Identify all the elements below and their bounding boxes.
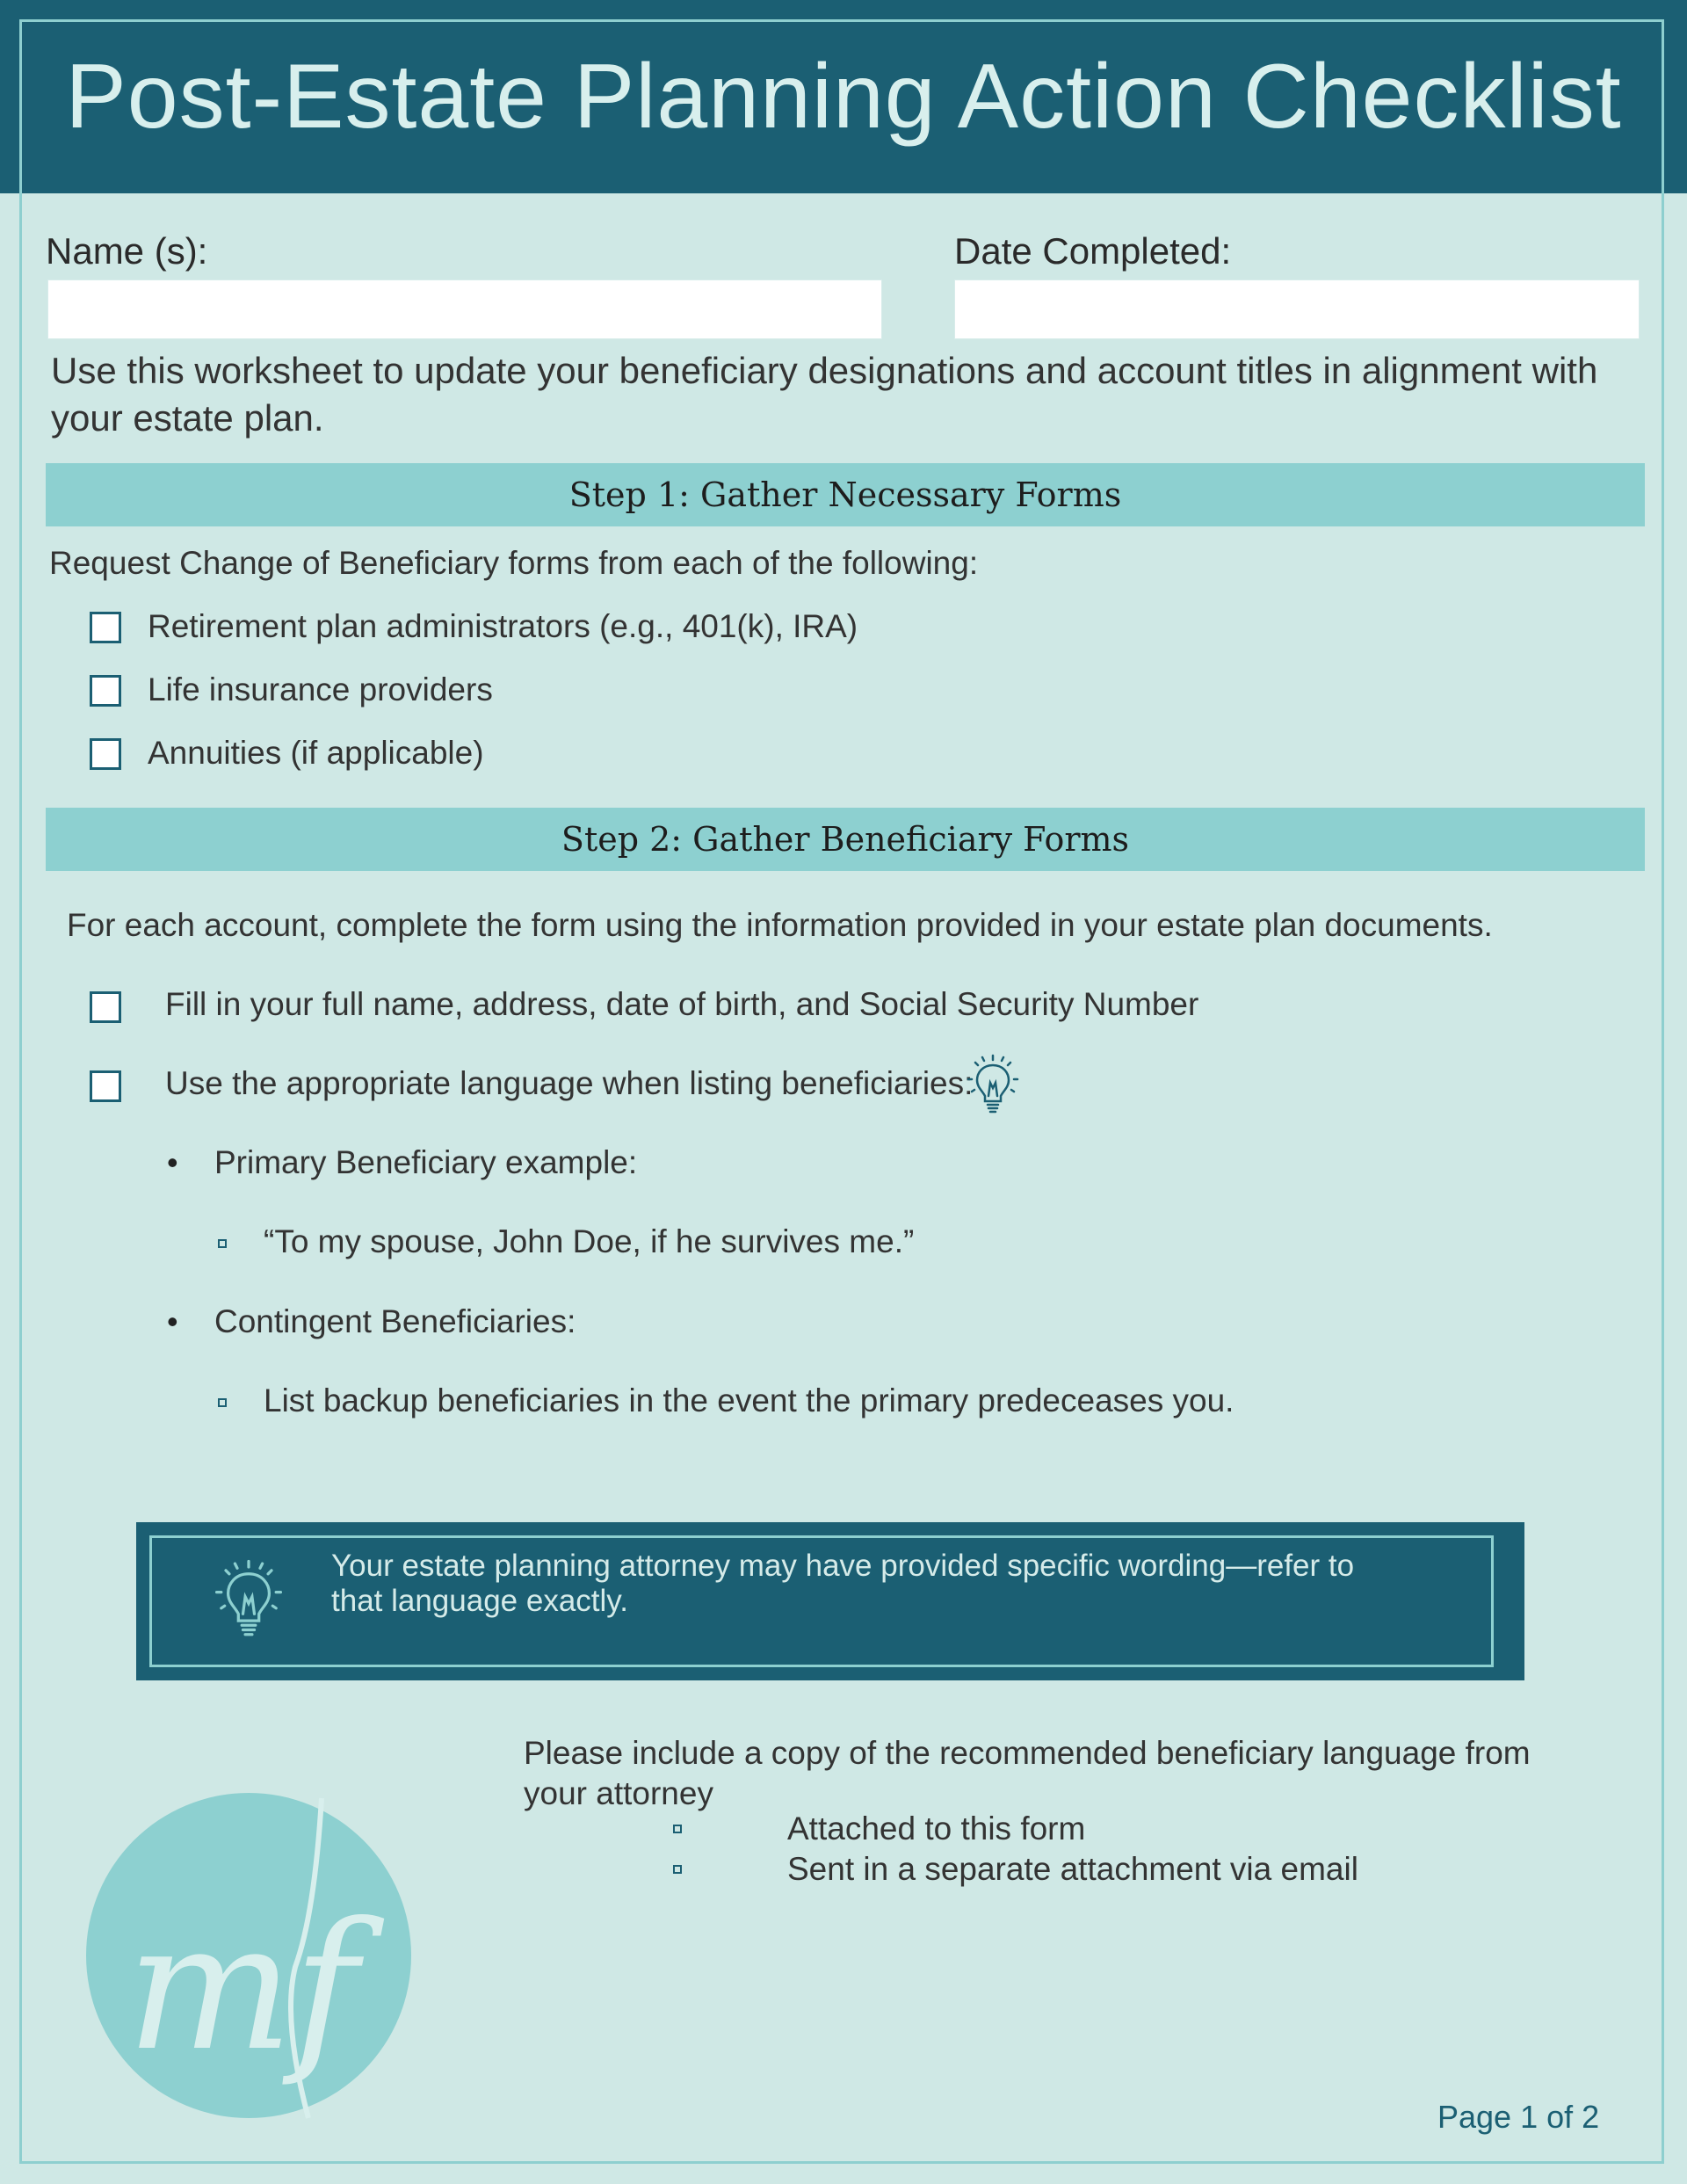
checklist-item-label: Retirement plan administrators (e.g., 401(k), IRA) xyxy=(148,608,858,644)
step1-header: Step 1: Gather Necessary Forms xyxy=(46,463,1645,526)
bullet-dot: • xyxy=(167,1303,178,1339)
step2-header: Step 2: Gather Beneficiary Forms xyxy=(46,808,1645,871)
logo xyxy=(84,1791,413,2120)
page-title: Post-Estate Planning Action Checklist xyxy=(65,46,1622,148)
square-bullet xyxy=(673,1865,682,1874)
checkbox-beneficiary-language[interactable] xyxy=(90,1070,121,1102)
checklist-item-label: Fill in your full name, address, date of birth, and Social Security Number xyxy=(165,986,1199,1022)
attach-option-label: Attached to this form xyxy=(787,1810,1086,1847)
attorney-note-text: Your estate planning attorney may have provided specific wording—refer to that language exactly. xyxy=(331,1549,1355,1618)
checklist-item-label: Life insurance providers xyxy=(148,671,493,707)
checklist-item-label: Annuities (if applicable) xyxy=(148,735,484,771)
checkbox-life-insurance[interactable] xyxy=(90,675,121,707)
step2-lead: For each account, complete the form using the information provided in your estate plan documents. xyxy=(67,907,1493,943)
contingent-beneficiaries-label: Contingent Beneficiaries: xyxy=(214,1303,576,1339)
checklist-item-label: Use the appropriate language when listing beneficiaries: xyxy=(165,1065,974,1101)
square-bullet xyxy=(218,1398,227,1407)
intro-text: Use this worksheet to update your beneficiary designations and account titles in alignment with your estate plan. xyxy=(51,350,1598,439)
square-bullet xyxy=(673,1825,682,1833)
name-input[interactable] xyxy=(47,279,882,339)
attach-lead: Please include a copy of the recommended beneficiary language from your attorney xyxy=(524,1735,1531,1811)
checkbox-retirement[interactable] xyxy=(90,612,121,643)
date-completed-input[interactable] xyxy=(954,279,1640,339)
attach-option-label: Sent in a separate attachment via email xyxy=(787,1851,1358,1887)
primary-beneficiary-label: Primary Beneficiary example: xyxy=(214,1144,638,1180)
checkbox-personal-info[interactable] xyxy=(90,991,121,1023)
contingent-beneficiaries-example: List backup beneficiaries in the event the primary predeceases you. xyxy=(264,1382,1234,1419)
lightbulb-icon xyxy=(965,1051,1021,1121)
page-number: Page 1 of 2 xyxy=(1437,2099,1600,2135)
step1-lead: Request Change of Beneficiary forms from each of the following: xyxy=(49,545,979,581)
name-label: Name (s): xyxy=(46,230,208,272)
date-completed-label: Date Completed: xyxy=(954,230,1232,272)
bullet-dot: • xyxy=(167,1144,178,1180)
attorney-note-callout xyxy=(136,1522,1524,1680)
lightbulb-icon xyxy=(212,1556,286,1647)
checkbox-annuities[interactable] xyxy=(90,738,121,770)
logo-monogram: mf xyxy=(127,1885,358,2090)
primary-beneficiary-example: “To my spouse, John Doe, if he survives me.” xyxy=(264,1223,915,1259)
square-bullet xyxy=(218,1239,227,1248)
header-banner xyxy=(0,0,1687,193)
